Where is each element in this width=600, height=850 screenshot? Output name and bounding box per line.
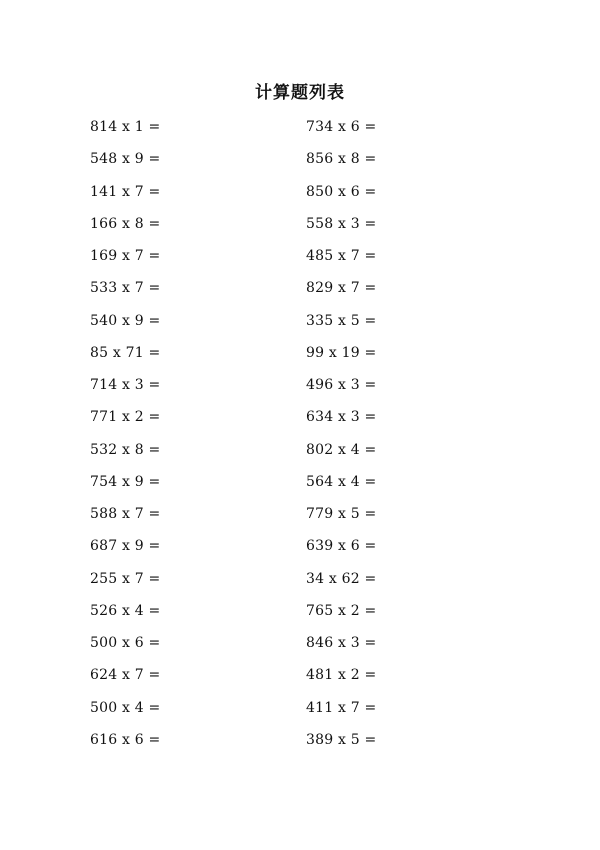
problem-right: 779 x 5 = (306, 506, 377, 522)
problem-left: 533 x 7 = (90, 280, 161, 297)
problem-right: 496 x 3 = (306, 377, 377, 393)
problem-left: 771 x 2 = (90, 409, 161, 426)
problem-right: 846 x 3 = (306, 635, 377, 651)
problem-row (90, 184, 510, 216)
problem-right: 335 x 5 = (306, 312, 377, 329)
problem-row (90, 280, 510, 312)
problem-row (90, 732, 510, 764)
problem-right: 389 x 5 = (306, 731, 377, 748)
problem-row (90, 119, 510, 151)
problem-left: 532 x 8 = (90, 441, 161, 458)
problem-left: 624 x 7 = (90, 667, 161, 684)
problem-left: 548 x 9 = (90, 151, 161, 168)
problem-right: 765 x 2 = (306, 602, 377, 619)
problem-left: 540 x 9 = (90, 312, 161, 329)
problem-right: 34 x 62 = (306, 570, 377, 587)
problem-left: 85 x 71 = (90, 344, 161, 361)
problem-row (90, 603, 510, 635)
problem-row (90, 442, 510, 474)
problem-right: 850 x 6 = (306, 183, 377, 200)
problem-row (90, 409, 510, 441)
problem-left: 754 x 9 = (90, 473, 161, 490)
problem-left: 687 x 9 = (90, 538, 161, 555)
problem-row (90, 345, 510, 377)
problem-right: 634 x 3 = (306, 409, 377, 426)
problem-row (90, 538, 510, 570)
problem-row (90, 506, 510, 538)
problem-right: 856 x 8 = (306, 151, 377, 168)
problem-row (90, 700, 510, 732)
problem-right: 564 x 4 = (306, 473, 377, 490)
problem-left: 616 x 6 = (90, 731, 161, 748)
problem-left: 714 x 3 = (90, 377, 161, 393)
problem-left: 169 x 7 = (90, 248, 161, 264)
problem-right: 481 x 2 = (306, 667, 377, 684)
problem-row (90, 667, 510, 699)
problem-row (90, 216, 510, 248)
problem-row (90, 248, 510, 280)
problem-left: 588 x 7 = (90, 506, 161, 522)
problem-left: 141 x 7 = (90, 183, 161, 200)
problem-row (90, 571, 510, 603)
problem-right: 485 x 7 = (306, 248, 377, 264)
problem-right: 734 x 6 = (306, 119, 377, 135)
problem-row (90, 313, 510, 345)
problem-right: 558 x 3 = (306, 215, 377, 232)
problem-left: 500 x 6 = (90, 635, 161, 651)
problem-left: 500 x 4 = (90, 699, 161, 716)
problem-left: 166 x 8 = (90, 215, 161, 232)
problem-right: 639 x 6 = (306, 538, 377, 555)
problem-right: 802 x 4 = (306, 441, 377, 458)
problem-right: 99 x 19 = (306, 344, 377, 361)
problem-row (90, 474, 510, 506)
problem-grid (90, 119, 510, 764)
problem-right: 829 x 7 = (306, 280, 377, 297)
problem-left: 526 x 4 = (90, 602, 161, 619)
page-title: 计算题列表 (255, 83, 345, 103)
problem-left: 255 x 7 = (90, 570, 161, 587)
problem-row (90, 377, 510, 409)
problem-row (90, 151, 510, 183)
problem-right: 411 x 7 = (306, 699, 377, 716)
problem-row (90, 635, 510, 667)
problem-left: 814 x 1 = (90, 119, 161, 135)
